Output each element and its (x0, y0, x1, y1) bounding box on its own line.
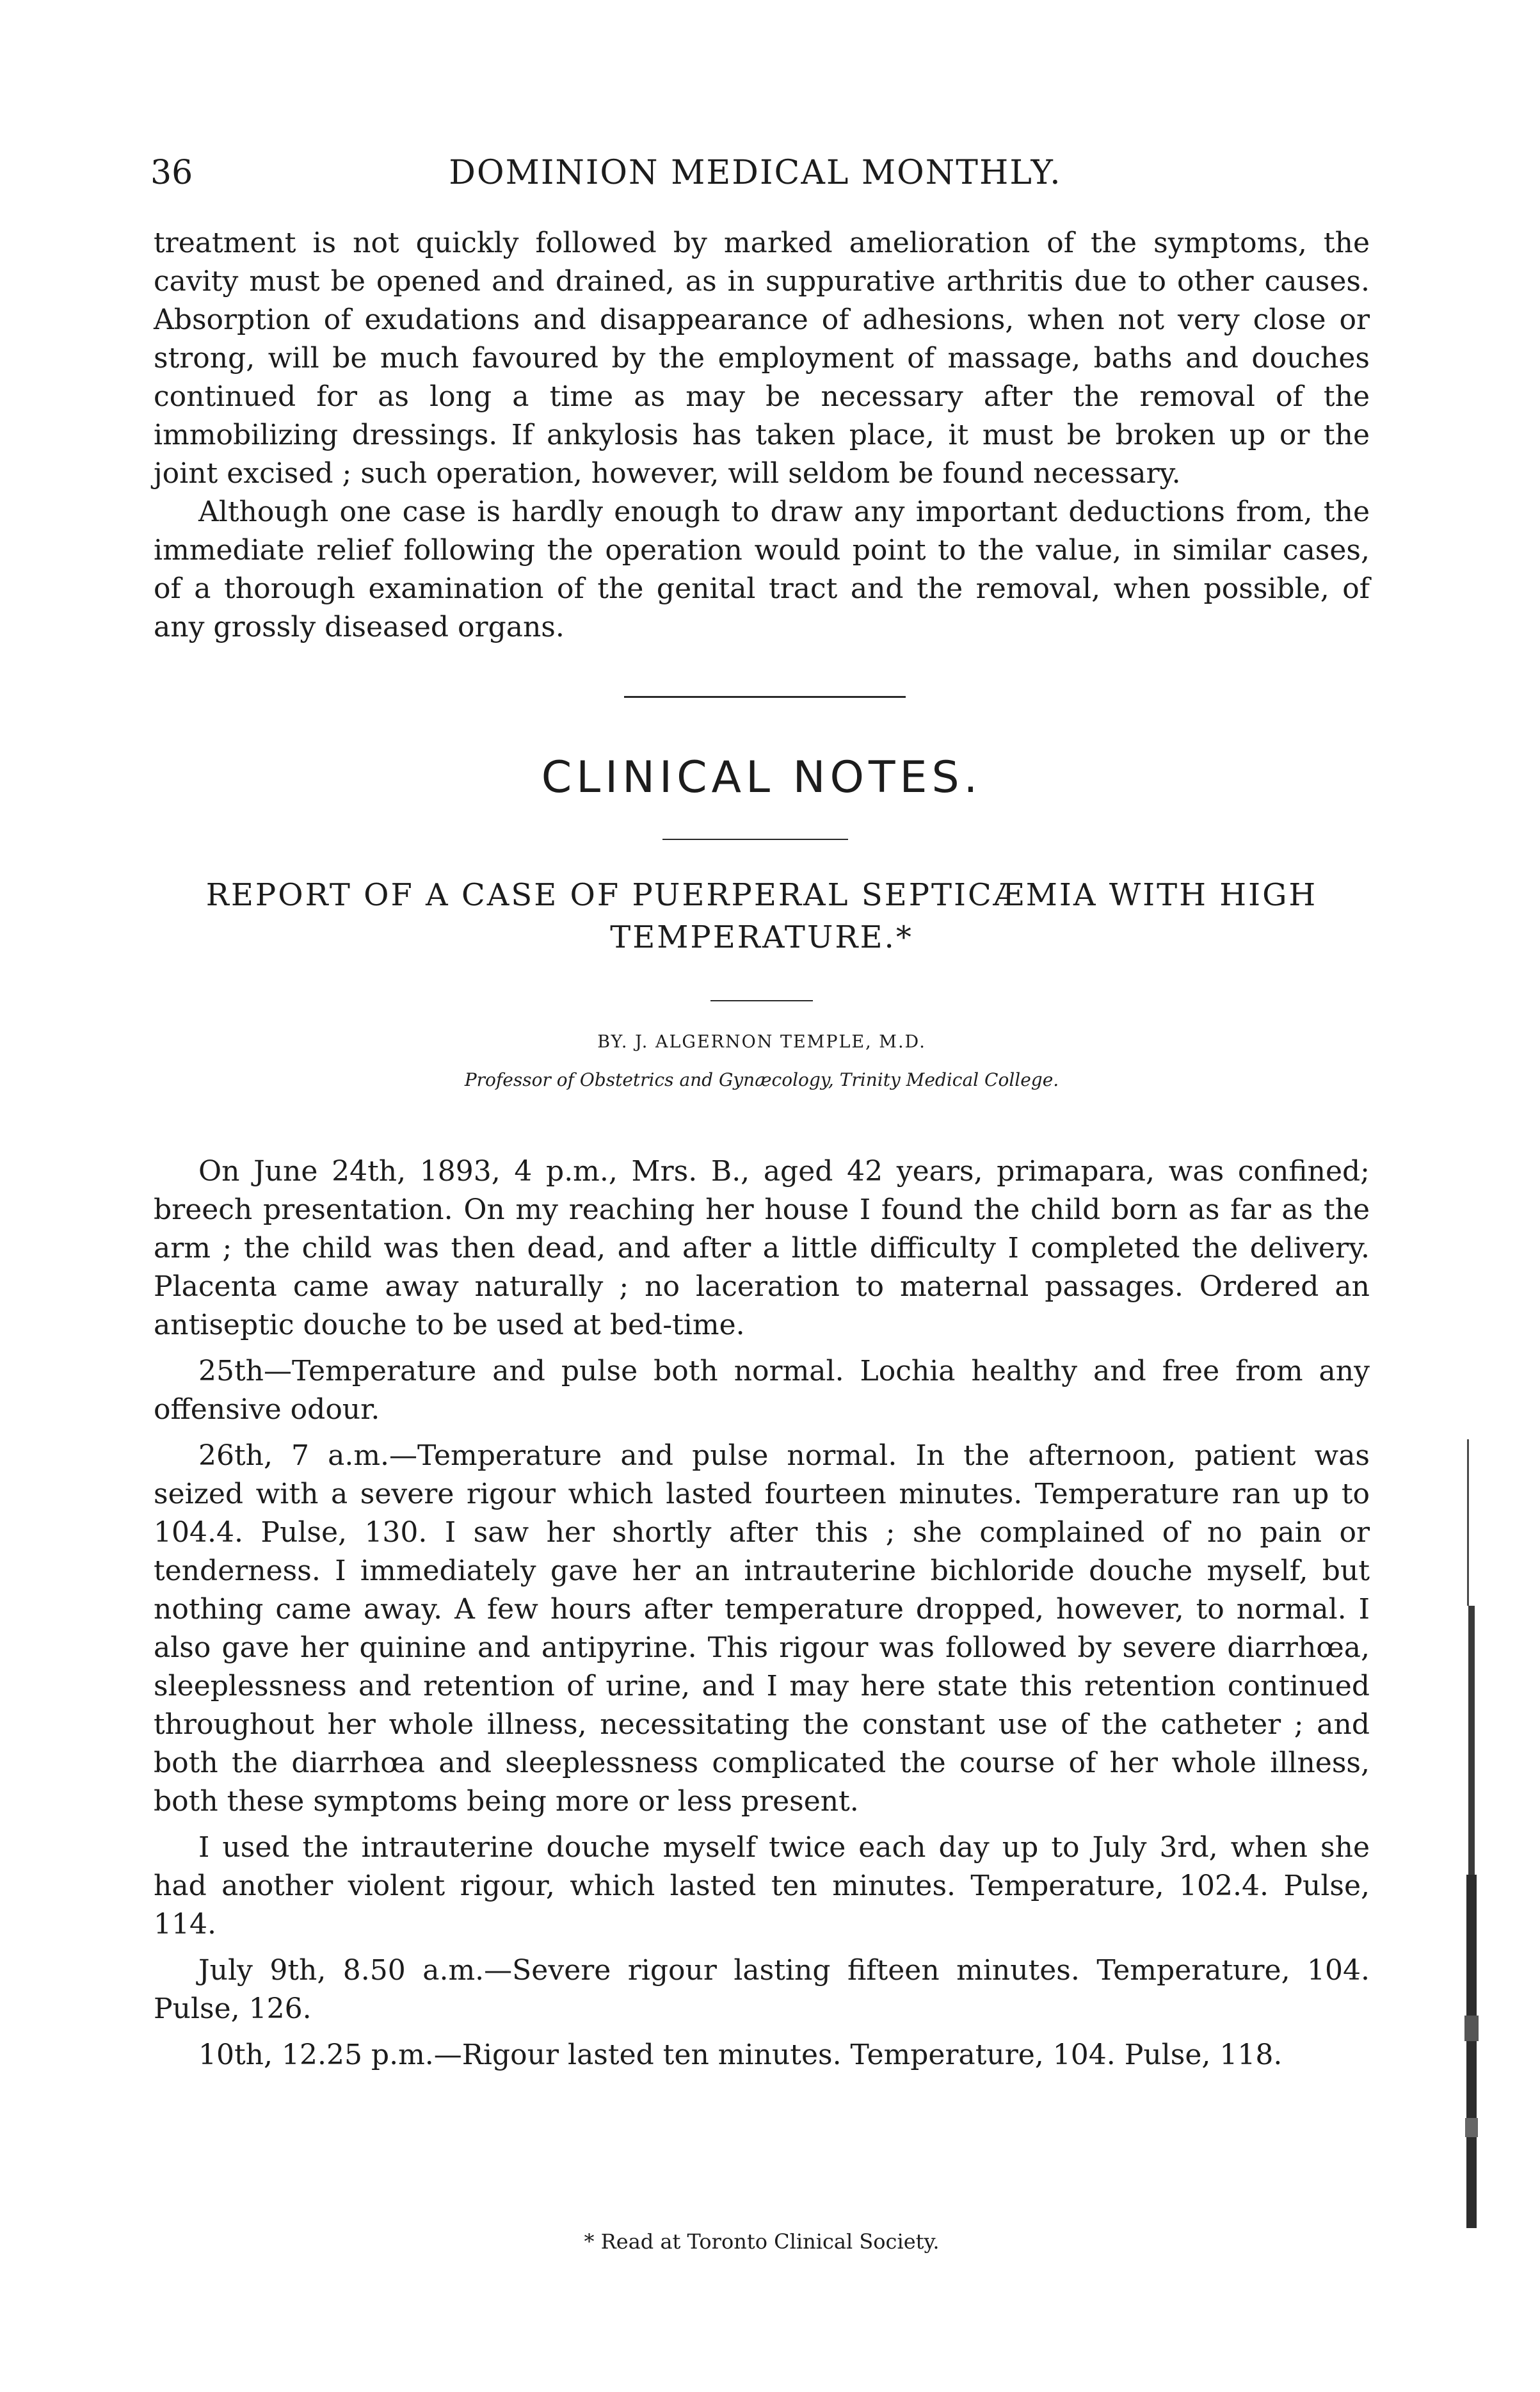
article-title: REPORT OF A CASE OF PUERPERAL SEPTICÆMIA WITH HIGH TEMPERATURE.* (205, 877, 1318, 955)
section-divider-rule (624, 696, 906, 698)
scan-edge-artifact (1464, 1439, 1479, 2228)
paragraph: I used the intrauterine douche myself twice each day up to July 3rd, when she had another violent rigour, which lasted ten minutes. Temperature, 102.4. Pulse, 114. (154, 1831, 1370, 1941)
running-head: DOMINION MEDICAL MONTHLY. (449, 154, 1062, 192)
paragraph: July 9th, 8.50 a.m.—Severe rigour lasting fifteen minutes. Temperature, 104. Pulse, 126. (154, 1954, 1370, 2025)
paragraph: 10th, 12.25 p.m.—Rigour lasted ten minutes. Temperature, 104. Pulse, 118. (198, 2039, 1283, 2071)
article-byline: BY. J. ALGERNON TEMPLE, M.D. (597, 1032, 926, 1052)
section-title: CLINICAL NOTES. (541, 752, 983, 803)
paragraph: Although one case is hardly enough to draw any important deductions from, the immediate relief following the operation would point to the value, in similar cases, of a thorough examination of the genital tract and the removal, when possible, of any grossly diseased organs. (154, 496, 1370, 643)
article-body (154, 1152, 1370, 2074)
paragraph: 25th—Temperature and pulse both normal. Lochia healthy and free from any offensive odour. (154, 1355, 1370, 1426)
page-header (150, 154, 1360, 205)
title-divider-rule (662, 839, 848, 840)
paragraph: treatment is not quickly followed by marked amelioration of the symptoms, the cavity must be opened and drained, as in suppurative arthritis due to other causes. Absorption of exudations and disappearance of adhesions, when not very close or strong, will be much favoured by the employment of massage, baths and douches continued for as long a time as may be necessary after the removal of the immobilizing dressings. If ankylosis has taken place, it must be broken up or the joint excised ; such operation, however, will seldom be found necessary. (154, 227, 1370, 490)
page-number: 36 (150, 154, 193, 192)
author-affiliation: Professor of Obstetrics and Gynæcology, Trinity Medical College. (464, 1069, 1059, 1090)
footnote: * Read at Toronto Clinical Society. (584, 2229, 940, 2254)
preceding-article-text (154, 224, 1370, 647)
paragraph: On June 24th, 1893, 4 p.m., Mrs. B., aged 42 years, primapara, was confined; breech presentation. On my reaching her house I found the child born as far as the arm ; the child was then dead, and after a little difficulty I completed the delivery. Placenta came away naturally ; no laceration to maternal passages. Ordered an antiseptic douche to be used at bed-time. (154, 1155, 1370, 1341)
paragraph: 26th, 7 a.m.—Temperature and pulse normal. In the afternoon, patient was seized with a severe rigour which lasted fourteen minutes. Temperature ran up to 104.4. Pulse, 130. I saw her shortly after this ; she complained of no pain or tenderness. I immediately gave her an intrauterine bichloride douche myself, but nothing came away. A few hours after temperature dropped, however, to normal. I also gave her quinine and antipyrine. This rigour was followed by severe diarrhœa, sleeplessness and retention of urine, and I may here state this retention continued throughout her whole illness, necessitating the constant use of the catheter ; and both the diarrhœa and sleeplessness complicated the course of her whole illness, both these symptoms being more or less present. (154, 1439, 1370, 1818)
byline-divider-rule (710, 1000, 813, 1001)
